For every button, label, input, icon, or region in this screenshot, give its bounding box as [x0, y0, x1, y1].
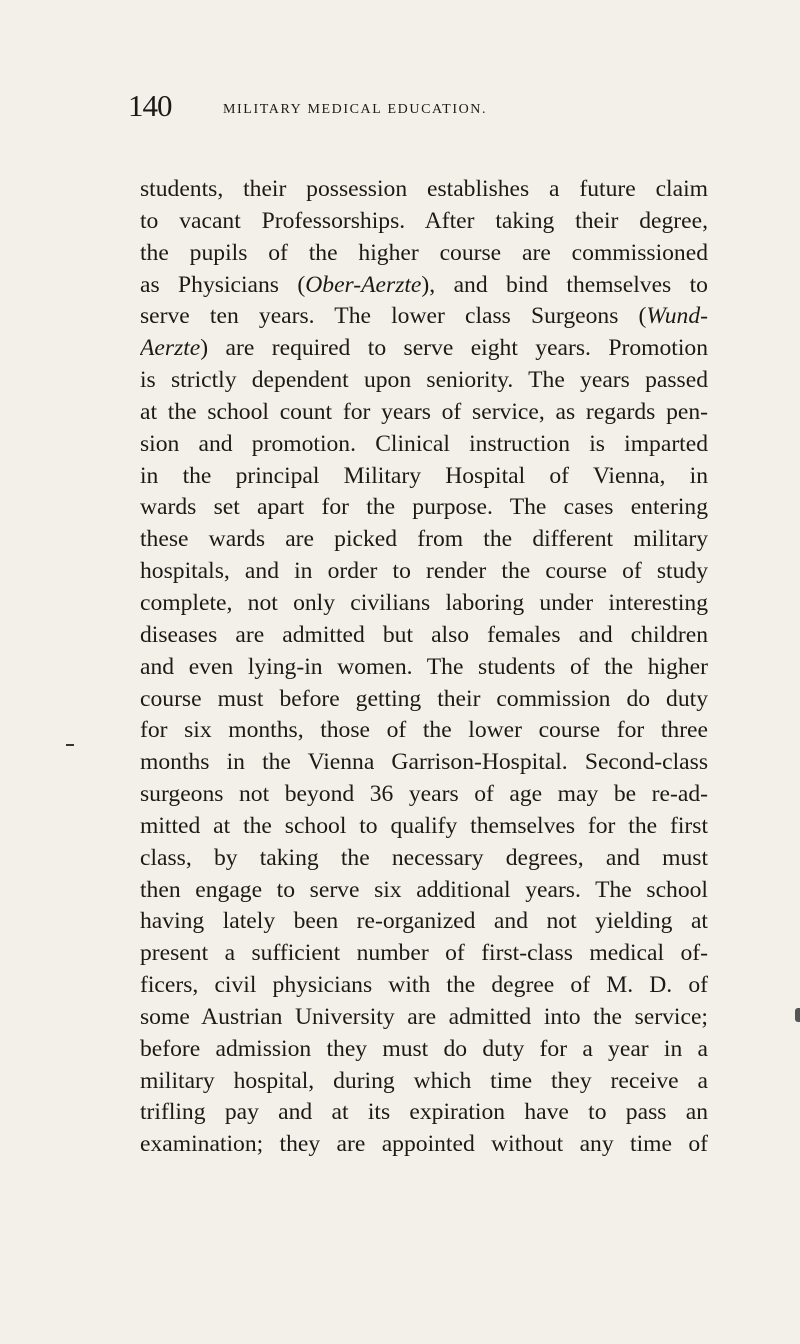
text-line: ficers, civil physicians with the degree of M. D. of	[140, 972, 708, 999]
text-line: students, their possession establishes a future claim	[140, 176, 708, 202]
text-line: at the school count for years of service, as regards pen-	[140, 398, 708, 425]
text-line: hospitals, and in order to render the course of study	[140, 558, 708, 585]
text-line: present a sufficient number of first-class medical of-	[140, 940, 708, 967]
text-line: for six months, those of the lower course for three	[140, 717, 708, 744]
text-line: surgeons not beyond 36 years of age may be re-ad-	[140, 781, 708, 808]
body-text	[140, 174, 708, 1161]
text-line: course must before getting their commission do duty	[140, 685, 708, 712]
text-line: some Austrian University are admitted into the service;	[140, 1003, 708, 1030]
text-line: serve ten years. The lower class Surgeons (Wund-	[140, 303, 708, 330]
text-line: the pupils of the higher course are commissioned	[140, 239, 708, 266]
text-line: to vacant Professorships. After taking their degree,	[140, 207, 708, 234]
text-line: before admission they must do duty for a year in a	[140, 1035, 708, 1062]
text-line: as Physicians (Ober-Aerzte), and bind themselves to	[140, 271, 708, 298]
italic-term: Wund-	[646, 303, 708, 330]
running-head: military medical education.	[223, 96, 488, 118]
text-line: Aerzte) are required to serve eight years. Promotion	[140, 335, 708, 362]
italic-term: Aerzte	[140, 335, 201, 362]
text-line: is strictly dependent upon seniority. The years passed	[140, 367, 708, 394]
page-edge-mark	[795, 1008, 800, 1022]
margin-mark	[66, 744, 74, 746]
text-line: having lately been re-organized and not yielding at	[140, 908, 708, 935]
text-line: these wards are picked from the different military	[140, 526, 708, 553]
text-line: examination; they are appointed without any time of	[140, 1131, 708, 1158]
page-header	[128, 86, 708, 126]
text-line: trifling pay and at its expiration have to pass an	[140, 1099, 708, 1126]
text-line: military hospital, during which time they receive a	[140, 1067, 708, 1094]
text-line: wards set apart for the purpose. The cases entering	[140, 494, 708, 521]
text-line: and even lying-in women. The students of the higher	[140, 653, 708, 680]
italic-term: Ober-Aerzte	[305, 271, 422, 298]
text-line: in the principal Military Hospital of Vienna, in	[140, 462, 708, 489]
text-line: complete, not only civilians laboring under interesting	[140, 589, 708, 616]
text-line: diseases are admitted but also females and children	[140, 621, 708, 648]
text-line: months in the Vienna Garrison-Hospital. Second-class	[140, 749, 708, 776]
text-line: sion and promotion. Clinical instruction is imparted	[140, 430, 708, 457]
text-line: mitted at the school to qualify themselves for the first	[140, 812, 708, 839]
page-number: 140	[128, 88, 172, 123]
text-line: then engage to serve six additional years. The school	[140, 876, 708, 903]
text-line: class, by taking the necessary degrees, and must	[140, 844, 708, 871]
